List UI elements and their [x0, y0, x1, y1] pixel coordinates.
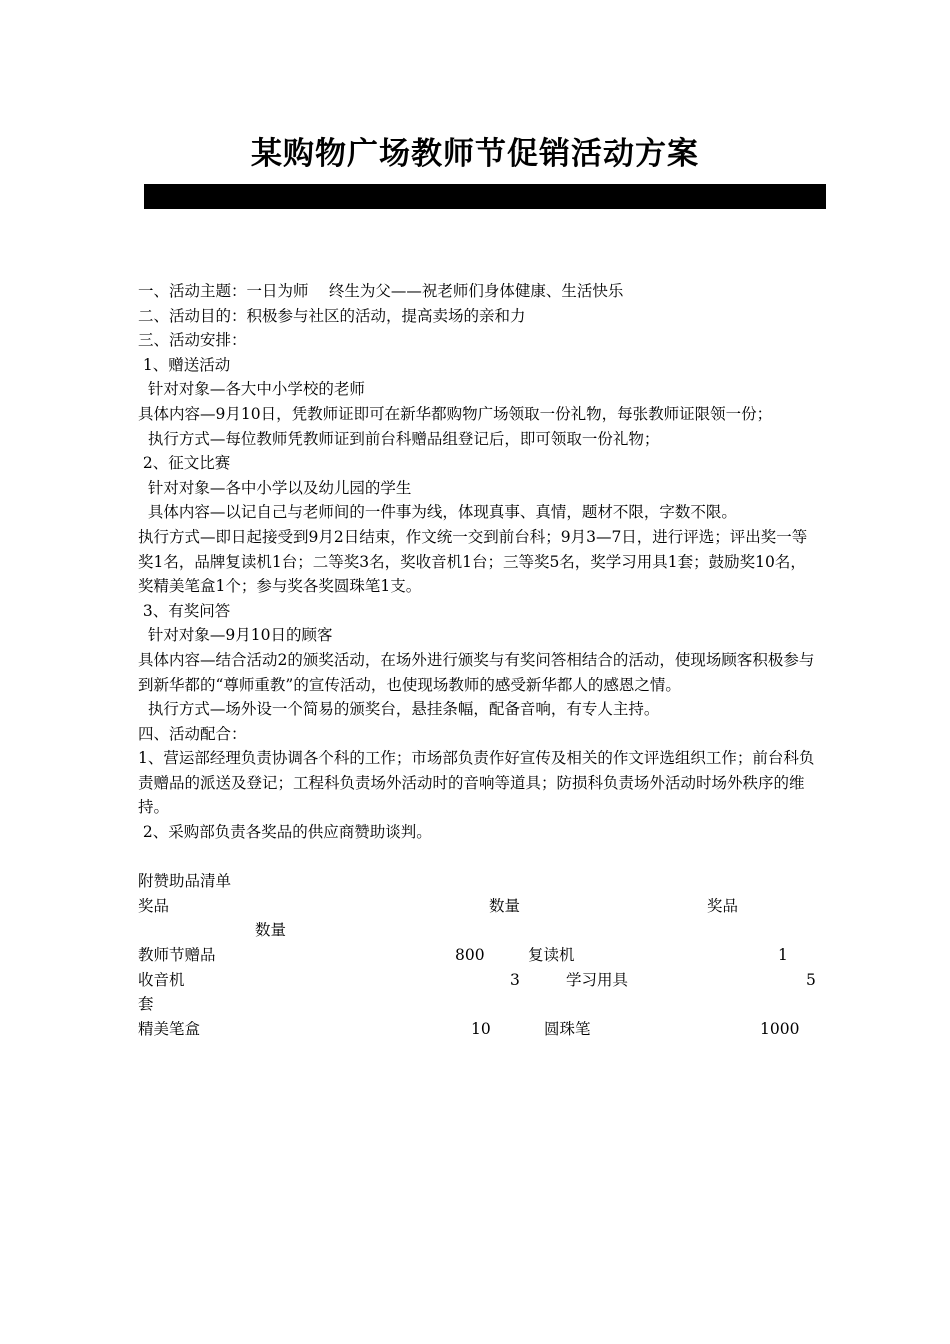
essay-content: 具体内容—以记自己与老师间的一件事为线，体现真事、真情，题材不限，字数不限。: [138, 503, 737, 522]
row3-item-2: 圆珠笔: [544, 1019, 591, 1038]
purpose-line: 二、活动目的：积极参与社区的活动，提高卖场的亲和力: [138, 306, 526, 325]
row1-qty-1: 800: [455, 946, 485, 965]
row2-unit: 套: [138, 995, 154, 1014]
coordination-item-1: 1、营运部经理负责协调各个科的工作；市场部负责作好宣传及相关的作文评选组织工作；前台科负责赠品的派送及登记；工程科负责场外活动时的音响等道具；防损科负责场外活动时场外秩序的维持。: [138, 749, 815, 817]
coordination-heading: 四、活动配合：: [138, 724, 247, 743]
row1-item-1: 教师节赠品: [138, 946, 216, 965]
essay-contest-heading: 2、征文比赛: [138, 454, 231, 473]
row3-item-1: 精美笔盒: [138, 1019, 201, 1038]
row3-qty-1: 10: [471, 1019, 491, 1038]
row1-qty-2: 1: [778, 946, 788, 965]
header-item-2: 奖品: [707, 896, 739, 915]
gift-method: 执行方式—每位教师凭教师证到前台科赠品组登记后，即可领取一份礼物；: [138, 429, 660, 448]
table-row-wrap: [138, 992, 818, 1017]
gift-target: 针对对象—各大中小学校的老师: [138, 380, 365, 399]
essay-method: 执行方式—即日起接受到9月2日结束，作文统一交到前台科；9月3—7日，进行评选；评出奖一等奖1名，品牌复读机1台；二等奖3名，奖收音机1台；三等奖5名，奖学习用具1套；鼓励奖10名，奖精美笔盒1个；参与奖各奖圆珠笔1支。: [138, 527, 808, 596]
header-item-1: 奖品: [138, 896, 170, 915]
coordination-item-2: 2、采购部负责各奖品的供应商赞助谈判。: [138, 823, 432, 842]
gift-content: 具体内容—9月10日，凭教师证即可在新华都购物广场领取一份礼物，每张教师证限领一份；: [138, 404, 773, 423]
appendix-header-row-wrap: [138, 918, 818, 943]
document-body: [138, 279, 818, 1041]
table-row: [138, 1017, 818, 1042]
table-row: [138, 968, 818, 993]
row3-qty-2: 1000: [760, 1019, 800, 1038]
table-row: [138, 943, 818, 968]
quiz-content: 具体内容—结合活动2的颁奖活动，在场外进行颁奖与有奖问答相结合的活动，使现场顾客积极参与到新华都的“尊师重教”的宣传活动，也使现场教师的感受新华都人的感恩之情。: [138, 650, 815, 694]
quiz-heading: 3、有奖问答: [138, 601, 231, 620]
gift-activity-heading: 1、赠送活动: [138, 355, 231, 374]
theme-line: 一、活动主题：一日为师 终生为父——祝老师们身体健康、生活快乐: [138, 282, 624, 300]
title-underline-bar: [144, 184, 826, 209]
row2-item-1: 收音机: [138, 970, 185, 989]
arrangement-heading: 三、活动安排：: [138, 331, 247, 350]
appendix-header-row: [138, 894, 818, 919]
header-qty-2: 数量: [255, 921, 287, 940]
header-qty-1: 数量: [489, 896, 521, 915]
essay-target: 针对对象—各中小学以及幼儿园的学生: [138, 478, 412, 497]
quiz-method: 执行方式—场外设一个简易的颁奖台，悬挂条幅，配备音响，有专人主持。: [138, 700, 660, 719]
appendix-heading: 附赞助品清单: [138, 872, 232, 891]
row2-item-2: 学习用具: [566, 970, 629, 989]
row1-item-2: 复读机: [528, 946, 575, 965]
quiz-target: 针对对象—9月10日的顾客: [138, 626, 333, 645]
row2-qty-1: 3: [510, 970, 520, 989]
row2-qty-2: 5: [806, 970, 816, 989]
document-title: 某购物广场教师节促销活动方案: [251, 136, 699, 172]
